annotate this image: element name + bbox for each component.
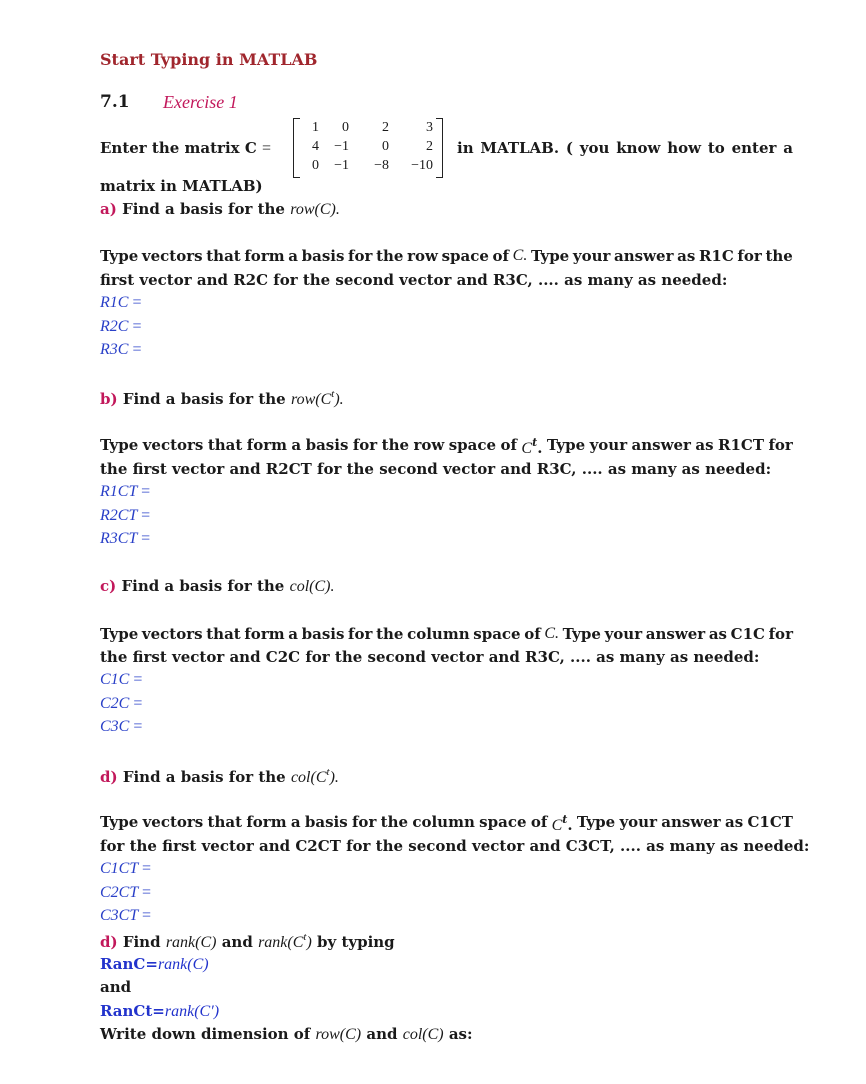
matrix-c [293, 118, 443, 178]
exercise-number: 7.1 [100, 92, 130, 112]
answer-field-r1c[interactable]: R1C = [100, 294, 142, 311]
part-d-heading: d) Find a basis for the $col(C^t)$. [100, 766, 339, 786]
section-title: Start Typing in MATLAB [100, 50, 318, 69]
dimension-prompt: Write down dimension of row(C) and col(C) as: [100, 1025, 473, 1043]
answer-field-c1c[interactable]: C1C = [100, 671, 143, 688]
part-b-instructions-line2: the first vector and R2CT for the second vector and R3C, .... as many as needed: [100, 460, 772, 478]
answer-field-r3c[interactable]: R3C = [100, 341, 142, 358]
answer-field-r1ct[interactable]: R1CT = [100, 483, 151, 500]
part-a-instructions-line2: first vector and R2C for the second vector and R3C, .... as many as needed: [100, 271, 728, 289]
part-a-instructions-line1: Type vectors that form a basis for the row space of C. Type your answer as R1C for the [100, 247, 793, 265]
answer-field-r2ct[interactable]: R2CT = [100, 507, 151, 524]
part-c-heading: c) Find a basis for the col(C). [100, 577, 335, 595]
part-c-instructions-line2: the first vector and C2C for the second vector and R3C, .... as many as needed: [100, 648, 760, 666]
matrix-cell: 0 [342, 120, 349, 135]
matrix-cell: −1 [334, 139, 349, 154]
matrix-cell: 2 [382, 120, 389, 135]
rank-command-1: RanC=rank(C) [100, 955, 209, 973]
matrix-cell: 1 [312, 120, 319, 135]
part-c-instructions-line1: Type vectors that form a basis for the column space of C. Type your answer as C1C for [100, 625, 793, 643]
part-d-instructions-line1: Type vectors that form a basis for the column space of $C^t$. Type your answer as C1CT [100, 813, 793, 834]
matrix-cell: 4 [312, 139, 319, 154]
answer-field-r2c[interactable]: R2C = [100, 318, 142, 335]
rank-and: and [100, 978, 132, 996]
rank-command-2: RanCt=rank(C′) [100, 1002, 220, 1020]
answer-field-c2ct[interactable]: C2CT = [100, 884, 151, 901]
matrix-cell: −10 [411, 158, 433, 173]
answer-field-c3ct[interactable]: C3CT = [100, 907, 151, 924]
answer-field-r3ct[interactable]: R3CT = [100, 530, 151, 547]
matrix-cell: 2 [426, 139, 433, 154]
intro-prefix: Enter the matrix C = [100, 139, 272, 157]
exercise-title: Exercise 1 [163, 92, 238, 112]
rank-heading: d) Find rank(C) and $rank(C^t)$ by typing [100, 931, 395, 951]
matrix-cell: −8 [374, 158, 389, 173]
answer-field-c3c[interactable]: C3C = [100, 718, 143, 735]
matrix-right-bracket [436, 118, 443, 178]
intro-continuation: matrix in MATLAB) [100, 177, 263, 195]
matrix-cell: 3 [426, 120, 433, 135]
matrix-cell: 0 [382, 139, 389, 154]
matrix-cell: 0 [312, 158, 319, 173]
part-d-instructions-line2: for the first vector and C2CT for the second vector and C3CT, .... as many as needed: [100, 837, 810, 855]
matrix-cell: −1 [334, 158, 349, 173]
part-b-heading: b) Find a basis for the $row(C^t)$. [100, 388, 344, 408]
answer-field-c2c[interactable]: C2C = [100, 695, 143, 712]
part-b-instructions-line1: Type vectors that form a basis for the row space of $C^t$. Type your answer as R1CT for [100, 436, 793, 457]
answer-field-c1ct[interactable]: C1CT = [100, 860, 151, 877]
part-a-heading: a) Find a basis for the row(C). [100, 200, 340, 218]
intro-suffix: in MATLAB. ( you know how to enter a [457, 139, 793, 157]
